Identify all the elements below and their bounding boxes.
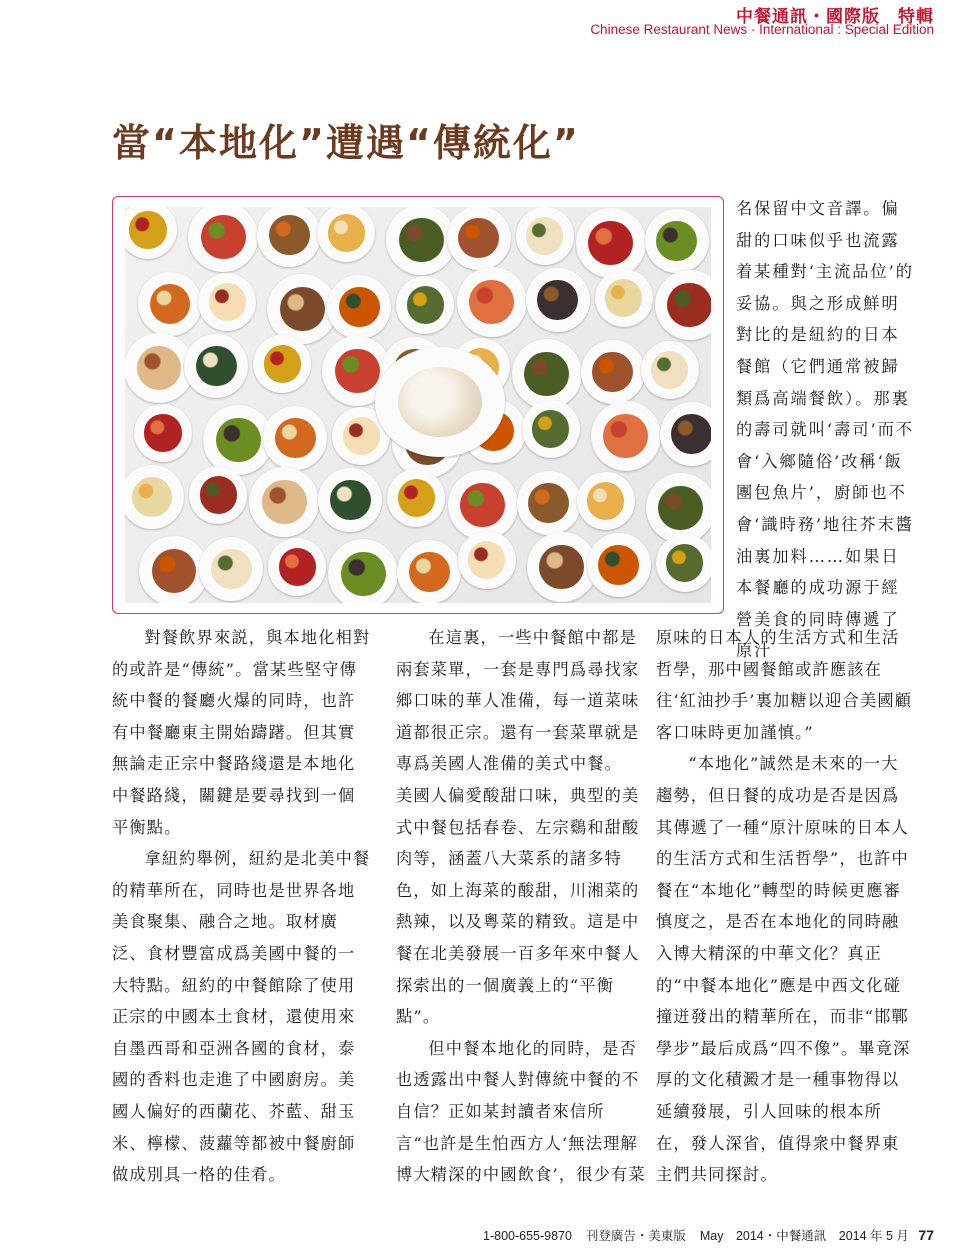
food-plate xyxy=(447,207,511,270)
paragraph: 拿紐約舉例，紐約是北美中餐的精華所在，同時也是世界各地美食聚集、融合之地。取材廣泛、食材豐富成爲美國中餐的一大特點。紐約的中餐館除了使用正宗的中國本土食材，還使用來自墨西哥和亞洲各國的食材，泰國的香料也走進了中國廚房。美國人偏好的西蘭花、芥藍、甜玉米、檸檬、菠蘿等都被中餐廚師做成別具一格的佳肴。 xyxy=(112,849,371,1185)
food-plate xyxy=(457,267,527,337)
food-plate xyxy=(125,465,184,529)
food-plate xyxy=(263,406,327,470)
food-plate xyxy=(188,207,258,272)
paragraph: “本地化”誠然是未來的一大趨勢，但日餐的成功是否是因爲其傳遞了一種“原汁原味的日本人的生活方式和生活哲學”，也許中餐在“本地化”轉型的時候更應審慎度之，是否在本地化的同時融入博大精深的中華文化？真正的“中餐本地化”應是中西文化碰撞迸發出的精華所在，而非“邯鄲學步”最后成爲“四不像”。畢竟深厚的文化積澱才是一種事物得以延續發展，引人回味的根本所在，發人深省，值得衆中餐界東主們共同探討。 xyxy=(656,754,911,1185)
paragraph: 但中餐本地化的同時，是否也透露出中餐人對傳統中餐的不自信？正如某封讀者來信所言“也許是生怕西方人‘無法理解博大精深的中國飲食’，很少有菜 xyxy=(396,1038,646,1185)
article-column-2 xyxy=(396,622,648,1191)
food-plate xyxy=(396,276,454,334)
article-title: 當“本地化”遭遇“傳統化” xyxy=(112,121,580,165)
food-plate xyxy=(517,471,581,535)
food-photo xyxy=(125,207,711,603)
food-plate xyxy=(327,275,391,339)
paragraph: 名保留中文音譯。偏甜的口味似乎也流露着某種對‘主流品位’的妥協。與之形成鮮明對比的是紐約的日本餐館（它們通常被歸類爲高端餐飲）。那裏的壽司就叫‘壽司’而不會‘入鄉隨俗’改稱‘飯團包魚片’，廚師也不會‘識時務’地往芥末醬油裏加料……如果日本餐廳的成功源于經營美食的同時傳遞了原汁 xyxy=(736,199,914,661)
food-plate xyxy=(249,467,319,537)
food-plate xyxy=(387,469,445,527)
food-plate xyxy=(198,273,256,331)
food-plate xyxy=(656,534,711,592)
page-number: 77 xyxy=(918,1227,934,1243)
article-column-1 xyxy=(112,622,372,1191)
food-plate xyxy=(526,268,590,332)
paragraph: 美國人偏愛酸甜口味，典型的美式中餐包括春卷、左宗鷄和甜酸肉等，涵蓋八大菜系的諸多特色，如上海菜的酸甜，川湘菜的熱辣，以及粵菜的精致。這是中餐在北美發展一百多年來中餐人探索出的一個廣義上的“平衡點”。 xyxy=(396,785,640,1027)
footer-issue: May 2014・中餐通訊 2014 年 5 月 xyxy=(699,1229,909,1243)
food-plate xyxy=(646,473,711,543)
food-plate xyxy=(328,539,398,603)
food-plate xyxy=(253,335,311,393)
header-title-en: Chinese Restaurant News · International : Special Edition xyxy=(590,22,934,37)
food-plate xyxy=(581,340,645,404)
footer-ad: 刊登廣告・美東版 xyxy=(585,1229,686,1243)
food-plate xyxy=(641,341,699,399)
food-plate xyxy=(458,531,516,589)
food-plate xyxy=(522,400,580,458)
food-plate xyxy=(655,270,711,340)
food-plate xyxy=(595,269,653,327)
food-photo-frame xyxy=(112,196,724,614)
food-plate xyxy=(577,472,635,530)
food-plate xyxy=(587,533,651,597)
food-plate xyxy=(268,538,326,596)
food-plate xyxy=(448,470,518,540)
food-plate xyxy=(257,207,321,267)
food-plate xyxy=(512,339,582,409)
food-bowl xyxy=(375,347,505,457)
food-plate xyxy=(397,540,461,603)
food-plate xyxy=(138,272,202,336)
food-plate xyxy=(189,466,247,524)
food-plate xyxy=(317,207,375,262)
food-plate xyxy=(134,404,192,462)
food-plate xyxy=(199,537,263,601)
food-plate xyxy=(386,207,456,275)
paragraph: 對餐飲界來説，與本地化相對的或許是“傳統”。當某些堅守傳統中餐的餐廳火爆的同時，也許有中餐廳東主開始躊躇。但其實無論走正宗中餐路綫還是本地化中餐路綫，關鍵是要尋找到一個平衡點。 xyxy=(112,628,371,837)
article-column-right-top xyxy=(736,193,914,667)
food-plate xyxy=(660,402,711,466)
page-footer xyxy=(483,1226,934,1244)
article-column-3 xyxy=(656,622,914,1191)
food-plate xyxy=(125,207,177,259)
food-plate xyxy=(318,468,382,532)
header-title-zh: 中餐通訊・國際版 特輯 xyxy=(736,7,934,27)
food-plate xyxy=(645,209,709,273)
food-plate xyxy=(591,401,661,471)
food-plate xyxy=(516,207,574,265)
paragraph: 在這裏，一些中餐館中都是兩套菜單，一套是專門爲尋找家鄉口味的華人准備，每一道菜味道都很正宗。還有一套菜單就是專爲美國人准備的美式中餐。 xyxy=(396,628,640,774)
paragraph: 原味的日本人的生活方式和生活哲學，那中國餐館或許應該在往‘紅油抄手’裏加糖以迎合美國顧客口味時更加謹慎。” xyxy=(656,628,913,742)
food-plate xyxy=(184,334,248,398)
footer-phone: 1-800-655-9870 xyxy=(483,1229,572,1243)
food-plate xyxy=(576,208,646,278)
